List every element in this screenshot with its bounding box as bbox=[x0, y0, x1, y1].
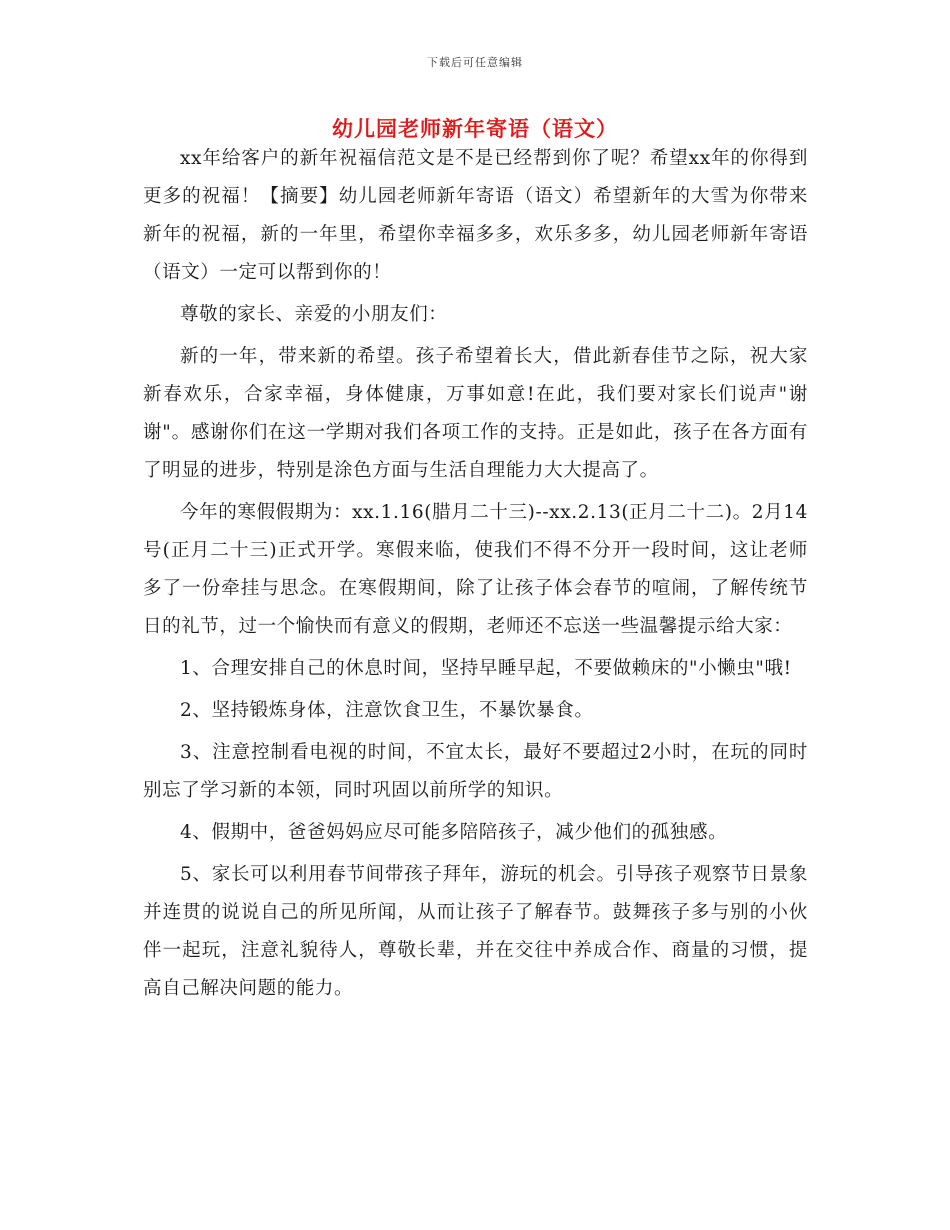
paragraph-tip-5: 5、家长可以利用春节间带孩子拜年，游玩的机会。引导孩子观察节日景象并连贯的说说自己的所见所闻，从而让孩子了解春节。鼓舞孩子多与别的小伙伴一起玩，注意礼貌待人，尊敬长辈，并在交往中养成合作、商量的习惯，提高自己解决问题的能力。 bbox=[143, 864, 808, 999]
paragraph-tip-4: 4、假期中，爸爸妈妈应尽可能多陪陪孩子，减少他们的孤独感。 bbox=[180, 822, 728, 843]
paragraph-greeting: 新的一年，带来新的希望。孩子希望着长大，借此新春佳节之际，祝大家新春欢乐，合家幸福，身体健康，万事如意!在此，我们要对家长们说声"谢谢"。感谢你们在这一学期对我们各项工作的支持。正是如此，孩子在各方面有了明显的进步，特别是涂色方面与生活自理能力大大提高了。 bbox=[143, 346, 808, 481]
paragraph-holiday-schedule: 今年的寒假假期为：xx.1.16(腊月二十三)--xx.2.13(正月二十二)。2月14号(正月二十三)正式开学。寒假来临，使我们不得不分开一段时间，这让老师多了一份牵挂与思念。在寒假期间，除了让孩子体会春节的喧闹，了解传统节日的礼节，过一个愉快而有意义的假期，老师还不忘送一些温馨提示给大家： bbox=[143, 502, 808, 637]
document-title: 幼儿园老师新年寄语（语文） bbox=[332, 116, 618, 141]
paragraph-salutation: 尊敬的家长、亲爱的小朋友们： bbox=[180, 304, 448, 325]
paragraph-tip-3: 3、注意控制看电视的时间，不宜太长，最好不要超过2小时，在玩的同时别忘了学习新的本领，同时巩固以前所学的知识。 bbox=[143, 742, 808, 801]
paragraph-tip-2: 2、坚持锻炼身体，注意饮食卫生，不暴饮暴食。 bbox=[180, 700, 594, 721]
paragraph-tip-1: 1、合理安排自己的休息时间，坚持早睡早起，不要做赖床的"小懒虫"哦! bbox=[180, 658, 792, 679]
document-body bbox=[143, 140, 808, 1012]
paragraph-intro: xx年给客户的新年祝福信范文是不是已经帮到你了呢？希望xx年的你得到更多的祝福！【摘要】幼儿园老师新年寄语（语文）希望新年的大雪为你带来新年的祝福，新的一年里，希望你幸福多多，欢乐多多，幼儿园老师新年寄语（语文）一定可以帮到你的！ bbox=[143, 148, 808, 283]
header-note: 下载后可任意编辑 bbox=[427, 56, 523, 69]
